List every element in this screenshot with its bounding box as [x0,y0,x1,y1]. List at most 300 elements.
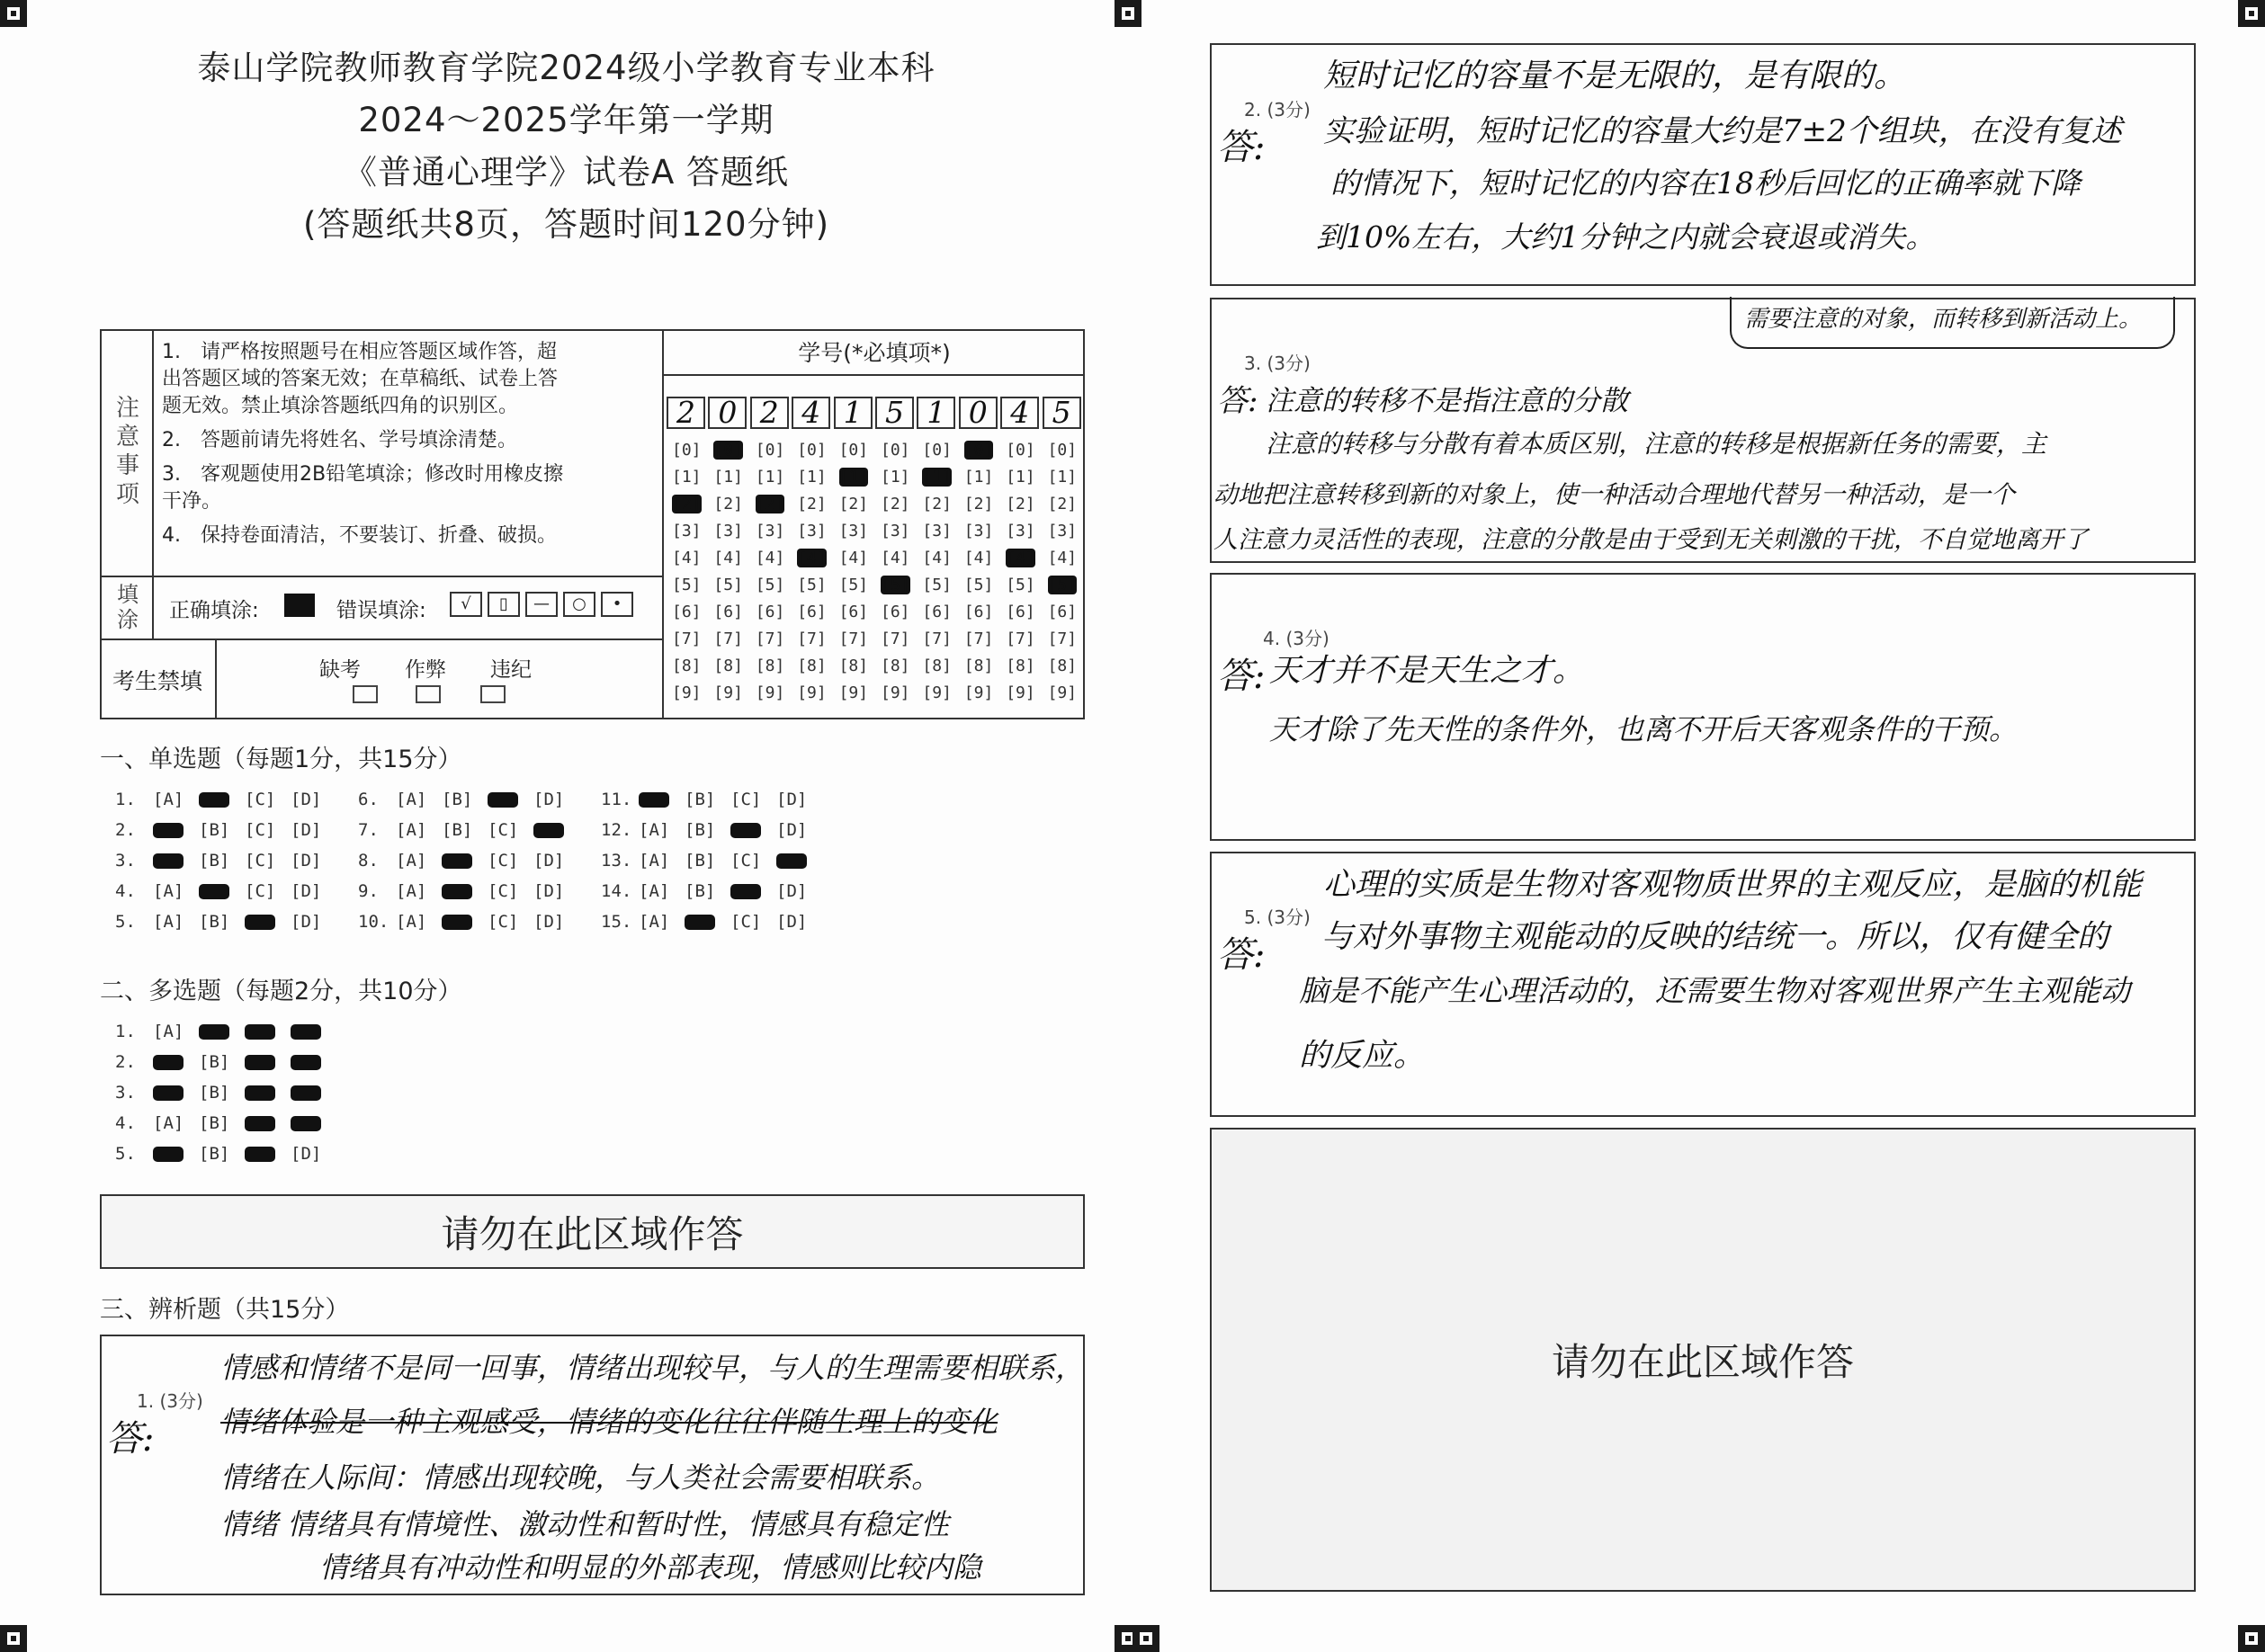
answer-bubble[interactable]: [B] [685,790,716,809]
handwriting-line: 注意的转移不是指注意的分散 [1266,385,1628,417]
absent-label: 缺考 [319,658,361,682]
student-id-bubble[interactable]: [4] [1006,549,1035,567]
student-id-bubble[interactable]: [4] [922,549,952,567]
semester-title: 2024～2025学年第一学期 [358,101,774,139]
wrong-mark-half-icon: ▯ [488,592,520,617]
student-id-bubble[interactable]: [2] [755,495,785,513]
answer-bubble[interactable]: [A] [396,790,427,809]
answer-bubble[interactable]: [D] [776,912,808,932]
filled-mark-icon [291,1055,321,1070]
student-id-bubble[interactable]: [0] [755,441,785,460]
student-id-bubble[interactable]: [2] [672,495,702,513]
student-id-bubble[interactable]: [9] [797,683,827,702]
student-id-digit: 1 [834,397,873,429]
filled-mark-icon [199,884,229,899]
student-id-bubble[interactable]: [4] [1047,549,1078,567]
question-number: 4. [115,881,136,901]
student-id-bubble[interactable]: [5] [881,576,910,594]
student-id-bubble[interactable]: [6] [881,603,910,621]
student-id-bubble[interactable]: [7] [755,630,785,648]
question-number: 2. [115,1052,136,1072]
filled-mark-icon [291,1085,321,1101]
student-id-bubble[interactable]: [6] [713,603,743,621]
handwriting-line: 的反应。 [1299,1038,1426,1074]
answer-bubble[interactable]: [D] [533,881,565,901]
answer-bubble[interactable]: [D] [533,851,565,871]
question-number: 13. [601,851,632,871]
student-id-bubble[interactable]: [8] [713,656,743,675]
student-id-bubble[interactable]: [7] [1006,630,1035,648]
filled-mark-icon [245,1147,275,1162]
answer-bubble-filled[interactable] [730,881,761,901]
student-id-bubble[interactable]: [1] [1047,468,1078,487]
answer-bubble[interactable]: [D] [533,912,565,932]
corner-marker-icon [2238,1625,2265,1652]
answer-bubble[interactable]: [D] [291,820,322,840]
notice-line: 题无效。禁止填涂答题纸四角的识别区。 [162,395,519,417]
student-id-bubble[interactable]: [6] [963,603,994,621]
answer-bubble[interactable]: [B] [199,1083,230,1103]
wrong-fill-examples [450,592,648,619]
question-number: 1. [115,790,136,809]
answer-bubble[interactable]: [B] [199,1144,230,1164]
question-number: 12. [601,820,632,840]
question-label: 4. (3分) [1263,628,1329,649]
student-id-bubble[interactable]: [0] [672,441,702,460]
student-id-bubble[interactable]: [4] [755,549,785,567]
student-id-bubble[interactable]: [5] [1006,576,1035,594]
answer-bubble-filled[interactable] [199,1022,229,1041]
answer-bubble[interactable]: [D] [776,820,808,840]
student-id-bubble[interactable]: [8] [838,656,869,675]
answer-bubble[interactable]: [D] [776,881,808,901]
student-id-bubble[interactable]: [9] [1047,683,1078,702]
student-id-bubble[interactable]: [0] [1047,441,1078,460]
answer-bubble[interactable]: [B] [442,790,473,809]
handwriting-line: 注意的转移与分散有着本质区别，注意的转移是根据新任务的需要，主 [1266,429,2047,459]
answer-bubble[interactable]: [A] [396,912,427,932]
question-number: 5. [115,1144,136,1164]
answer-bubble-filled[interactable] [245,1022,275,1041]
filled-mark-icon [442,915,472,930]
student-id-bubble[interactable]: [9] [672,683,702,702]
student-id-digit: 5 [1043,397,1081,429]
student-id-bubble[interactable]: [8] [672,656,702,675]
student-id-bubble[interactable]: [4] [713,549,743,567]
answer-sheet-right-page [1132,0,2265,1652]
student-id-bubble[interactable]: [0] [922,441,952,460]
correct-fill-example-icon [284,594,315,617]
no-answer-zone: 请勿在此区域作答 [100,1194,1085,1269]
answer-bubble[interactable]: [B] [442,820,473,840]
question-number: 7. [358,820,379,840]
answer-bubble[interactable]: [B] [685,881,716,901]
answer-char: 答: [1217,934,1266,976]
student-id-bubble[interactable]: [1] [1006,468,1035,487]
filled-mark-icon [153,853,184,869]
question-number: 9. [358,881,379,901]
wrong-mark-dot-icon: • [601,592,633,617]
student-id-digit: 5 [875,397,914,429]
notice-line: 2. 答题前请先将姓名、学号填涂清楚。 [162,429,517,451]
student-id-bubble[interactable]: [4] [797,549,827,567]
answer-bubble-filled[interactable] [291,1113,321,1133]
notice-line: 出答题区域的答案无效；在草稿纸、试卷上答 [162,368,559,390]
answer-bubble-filled[interactable] [291,1083,321,1103]
student-id-bubble[interactable]: [0] [1006,441,1035,460]
student-id-bubble[interactable]: [2] [797,495,827,513]
answer-bubble[interactable]: [B] [199,912,230,932]
student-id-bubble[interactable]: [1] [713,468,743,487]
student-id-digit: 1 [917,397,955,429]
handwriting-line: 到10%左右，大约1分钟之内就会衰退或消失。 [1316,219,1936,254]
student-id-bubble[interactable]: [3] [1006,522,1035,540]
student-id-bubble[interactable]: [8] [797,656,827,675]
divider [100,576,662,577]
student-id-bubble[interactable]: [7] [1047,630,1078,648]
filled-mark-icon [730,884,761,899]
student-id-bubble[interactable]: [3] [755,522,785,540]
handwriting-line: 情感和情绪不是同一回事，情绪出现较早，与人的生理需要相联系， [220,1351,1085,1385]
student-id-bubble[interactable]: [6] [922,603,952,621]
corner-marker-icon [2238,0,2265,27]
notice-line: 4. 保持卷面清洁，不要装订、折叠、破损。 [162,524,557,547]
student-id-digit: 0 [959,397,998,429]
student-id-bubble[interactable]: [9] [881,683,910,702]
handwriting-line: 短时记忆的容量不是无限的，是有限的。 [1323,58,1907,94]
student-id-bubble[interactable]: [8] [1006,656,1035,675]
filled-mark-icon [199,1024,229,1040]
answer-bubble[interactable]: [C] [730,790,762,809]
student-id-bubble[interactable]: [1] [755,468,785,487]
student-id-bubble[interactable]: [9] [713,683,743,702]
student-id-bubble[interactable]: [1] [672,468,702,487]
cheating-checkbox[interactable] [416,685,441,703]
student-id-bubble[interactable]: [3] [881,522,910,540]
notice-side-label [100,329,154,576]
student-id-bubble[interactable]: [6] [755,603,785,621]
answer-bubble[interactable]: [A] [153,881,184,901]
student-id-bubble[interactable]: [3] [963,522,994,540]
handwriting-insert: 需要注意的对象，而转移到新活动上。 [1744,306,2143,333]
handwriting-line: 的情况下，短时记忆的内容在18秒后回忆的正确率就下降 [1330,165,2081,201]
filled-mark-icon [685,915,715,930]
answer-bubble-filled[interactable] [730,820,761,840]
answer-bubble[interactable]: [C] [488,912,519,932]
student-id-bubble[interactable]: [4] [672,549,702,567]
corner-marker-icon [0,0,27,27]
answer-bubble[interactable]: [A] [153,790,184,809]
filled-mark-icon [730,823,761,838]
notice-line: 3. 客观题使用2B铅笔填涂；修改时用橡皮擦 [162,463,564,486]
student-id-bubble[interactable]: [9] [755,683,785,702]
forbidden-label: 考生禁填 [100,640,217,719]
question-label: 5. (3分) [1244,906,1311,928]
student-id-bubble[interactable]: [5] [672,576,702,594]
student-id-digit: 4 [1000,397,1039,429]
student-id-bubble[interactable]: [5] [755,576,785,594]
student-id-bubble[interactable]: [7] [838,630,869,648]
answer-bubble[interactable]: [C] [245,881,276,901]
student-id-bubble[interactable]: [0] [881,441,910,460]
student-id-bubble[interactable]: [6] [672,603,702,621]
student-id-bubble[interactable]: [6] [797,603,827,621]
handwriting-line: 天才并不是天生之才。 [1269,653,1585,689]
notice-line: 干净。 [162,490,222,513]
student-id-bubble[interactable]: [3] [1047,522,1078,540]
question-number: 10. [358,912,389,932]
fill-label: 填涂 [112,583,139,633]
answer-bubble[interactable]: [B] [199,1052,230,1072]
answer-bubble[interactable]: [D] [291,1144,322,1164]
student-id-digit: 2 [750,397,789,429]
filled-mark-icon [291,1116,321,1131]
handwriting-line-struck: 情绪体验是一种主观感受，情绪的变化往往伴随生理上的变化 [220,1405,998,1439]
filled-mark-icon [442,884,472,899]
notice-label: 注意事项 [112,395,139,510]
student-id-bubble[interactable]: [5] [1047,576,1078,594]
handwriting-line: 与对外事物主观能动的反映的结统一。所以，仅有健全的 [1321,919,2109,955]
filled-mark-icon [153,1055,184,1070]
student-id-bubble[interactable]: [2] [838,495,869,513]
answer-char: 答: [106,1418,155,1460]
answer-bubble[interactable]: [A] [639,851,670,871]
answer-bubble-filled[interactable] [199,790,229,809]
filled-mark-icon [291,1024,321,1040]
answer-bubble-filled[interactable] [776,851,807,871]
student-id-bubble[interactable]: [5] [713,576,743,594]
answer-bubble[interactable]: [A] [153,912,184,932]
student-id-bubble[interactable]: [8] [755,656,785,675]
student-id-bubble[interactable]: [8] [1047,656,1078,675]
answer-bubble-filled[interactable] [153,1144,184,1164]
student-id-bubble[interactable]: [3] [797,522,827,540]
answer-char: 答: [1217,383,1258,419]
answer-bubble[interactable]: [B] [685,820,716,840]
student-id-bubble[interactable]: [8] [922,656,952,675]
answer-bubble-filled[interactable] [291,1052,321,1072]
filled-mark-icon [245,915,275,930]
wrong-mark-circle-icon: ○ [563,592,595,617]
violation-label: 违纪 [490,658,532,682]
answer-bubble[interactable]: [A] [639,881,670,901]
answer-bubble-filled[interactable] [199,881,229,901]
answer-bubble[interactable]: [D] [533,790,565,809]
filled-mark-icon [153,1085,184,1101]
answer-bubble-filled[interactable] [153,851,184,871]
handwriting-line: 情绪具有冲动性和明显的外部表现，情感则比较内隐 [319,1550,982,1585]
filled-mark-icon [245,1085,275,1101]
no-answer-zone: 请勿在此区域作答 [1210,1128,2196,1592]
handwriting-line: 情绪在人际间：情感出现较晚，与人类社会需要相联系。 [220,1460,941,1495]
student-id-bubble[interactable]: [3] [922,522,952,540]
question-number: 3. [115,851,136,871]
answer-char: 答: [1217,127,1266,168]
answer-bubble[interactable]: [A] [639,912,670,932]
page-title: 泰山学院教师教育学院2024级小学教育专业本科 [197,49,936,87]
question-number: 4. [115,1113,136,1133]
student-id-bubble[interactable]: [6] [838,603,869,621]
answer-bubble-filled[interactable] [442,912,472,932]
answer-bubble[interactable]: [D] [776,790,808,809]
wrong-mark-dash-icon: — [525,592,558,617]
answer-bubble[interactable]: [D] [291,912,322,932]
student-id-digit: 2 [667,397,705,429]
student-id-bubble[interactable]: [7] [963,630,994,648]
answer-bubble-filled[interactable] [291,1022,321,1041]
answer-bubble[interactable]: [A] [396,820,427,840]
question-label: 1. (3分) [137,1390,203,1412]
handwriting-line: 心理的实质是生物对客观物质世界的主观反应，是脑的机能 [1323,867,2143,903]
answer-bubble[interactable]: [C] [730,851,762,871]
answer-bubble[interactable]: [A] [153,1113,184,1133]
question-number: 2. [115,820,136,840]
question-number: 1. [115,1022,136,1041]
filled-mark-icon [199,792,229,808]
filled-mark-icon [245,1055,275,1070]
student-id-bubble[interactable]: [5] [922,576,952,594]
notice-line: 1. 请严格按照题号在相应答题区域作答，超 [162,341,557,363]
answer-bubble-filled[interactable] [442,881,472,901]
student-id-bubble[interactable]: [6] [1047,603,1078,621]
answer-bubble[interactable]: [A] [396,881,427,901]
student-id-bubble[interactable]: [4] [881,549,910,567]
handwriting-line: 动地把注意转移到新的对象上，使一种活动合理地代替另一种活动，是一个 [1213,481,2015,509]
student-id-bubble[interactable]: [5] [963,576,994,594]
student-id-bubble[interactable]: [7] [713,630,743,648]
handwriting-line: 情绪 情绪具有情境性、激动性和暂时性，情感具有稳定性 [220,1507,950,1541]
absent-checkbox[interactable] [353,685,378,703]
filled-mark-icon [245,1116,275,1131]
question-number: 5. [115,912,136,932]
student-id-bubble[interactable]: [8] [963,656,994,675]
corner-marker-icon [1132,1625,1159,1652]
student-id-bubble[interactable]: [5] [797,576,827,594]
student-id-bubble[interactable]: [2] [1047,495,1078,513]
student-id-bubble[interactable]: [5] [838,576,869,594]
answer-bubble[interactable]: [C] [245,790,276,809]
student-id-bubble[interactable]: [8] [881,656,910,675]
answer-bubble[interactable]: [C] [245,851,276,871]
student-id-bubble[interactable]: [4] [838,549,869,567]
student-id-bubble[interactable]: [7] [881,630,910,648]
student-id-bubble[interactable]: [7] [922,630,952,648]
answer-bubble[interactable]: [A] [153,1022,184,1041]
student-id-bubble[interactable]: [1] [963,468,994,487]
question-number: 3. [115,1083,136,1103]
answer-bubble-filled[interactable] [685,912,715,932]
question-number: 6. [358,790,379,809]
answer-bubble-filled[interactable] [153,1083,184,1103]
student-id-bubble[interactable]: [0] [797,441,827,460]
student-id-bubble[interactable]: [1] [797,468,827,487]
wrong-fill-label: 错误填涂: [336,599,426,622]
violation-checkbox[interactable] [480,685,506,703]
student-id-bubble[interactable]: [2] [1006,495,1035,513]
answer-bubble-filled[interactable] [533,820,564,840]
answer-bubble[interactable]: [A] [396,851,427,871]
student-id-bubble[interactable]: [6] [1006,603,1035,621]
handwriting-line: 脑是不能产生心理活动的，还需要生物对客观世界产生主观能动 [1299,973,2130,1008]
answer-bubble-filled[interactable] [245,1113,275,1133]
wrong-mark-check-icon: √ [450,592,482,617]
filled-mark-icon [639,792,669,808]
question-label: 2. (3分) [1244,99,1311,121]
answer-bubble-filled[interactable] [488,790,518,809]
answer-bubble[interactable]: [B] [685,851,716,871]
student-id-label: 学号(*必填项*) [664,329,1085,376]
student-id-bubble[interactable]: [0] [713,441,743,460]
answer-bubble[interactable]: [B] [199,820,230,840]
question-number: 15. [601,912,632,932]
student-id-bubble[interactable]: [9] [922,683,952,702]
student-id-bubble[interactable]: [7] [797,630,827,648]
student-id-bubble[interactable]: [9] [1006,683,1035,702]
student-id-bubble[interactable]: [7] [672,630,702,648]
answer-bubble[interactable]: [B] [199,1113,230,1133]
divider [662,329,664,719]
answer-bubble-filled[interactable] [245,1052,275,1072]
answer-bubble-filled[interactable] [245,1083,275,1103]
answer-bubble-filled[interactable] [153,1052,184,1072]
student-id-bubble[interactable]: [3] [713,522,743,540]
student-id-bubble[interactable]: [2] [922,495,952,513]
question-number: 14. [601,881,632,901]
answer-bubble[interactable]: [D] [291,881,322,901]
answer-bubble[interactable]: [A] [639,820,670,840]
answer-bubble[interactable]: [C] [245,820,276,840]
answer-bubble-filled[interactable] [442,851,472,871]
answer-bubble[interactable]: [C] [488,820,519,840]
multiple-choice-title: 二、多选题（每题2分，共10分） [100,978,462,1005]
filled-mark-icon [488,792,518,808]
answer-bubble[interactable]: [D] [291,851,322,871]
corner-marker-icon [0,1625,27,1652]
student-id-bubble[interactable]: [1] [881,468,910,487]
question-label: 3. (3分) [1244,353,1311,374]
student-id-bubble[interactable]: [2] [881,495,910,513]
answer-bubble-filled[interactable] [153,820,184,840]
student-id-bubble[interactable]: [4] [963,549,994,567]
student-id-bubble[interactable]: [3] [838,522,869,540]
answer-bubble[interactable]: [C] [488,851,519,871]
answer-sheet-left-page [0,0,1132,1652]
answer-bubble-filled[interactable] [245,1144,275,1164]
student-id-bubble[interactable]: [9] [963,683,994,702]
student-id-bubble[interactable]: [2] [963,495,994,513]
student-id-digit: 4 [792,397,830,429]
answer-bubble[interactable]: [C] [488,881,519,901]
answer-bubble[interactable]: [D] [291,790,322,809]
student-id-bubble[interactable]: [2] [713,495,743,513]
student-id-bubble[interactable]: [1] [922,468,952,487]
student-id-bubble[interactable]: [0] [963,441,994,460]
student-id-bubble[interactable]: [3] [672,522,702,540]
answer-char: 答: [1217,656,1266,697]
correct-fill-label: 正确填涂: [169,599,259,622]
answer-bubble-filled[interactable] [639,790,669,809]
cheating-label: 作弊 [405,658,446,682]
answer-bubble[interactable]: [C] [730,912,762,932]
filled-mark-icon [153,823,184,838]
fill-side-label [100,577,154,638]
student-id-bubble[interactable]: [1] [838,468,869,487]
student-id-bubble[interactable]: [9] [838,683,869,702]
filled-mark-icon [776,853,807,869]
student-id-bubble[interactable]: [0] [838,441,869,460]
answer-bubble[interactable]: [B] [199,851,230,871]
answer-bubble-filled[interactable] [245,912,275,932]
